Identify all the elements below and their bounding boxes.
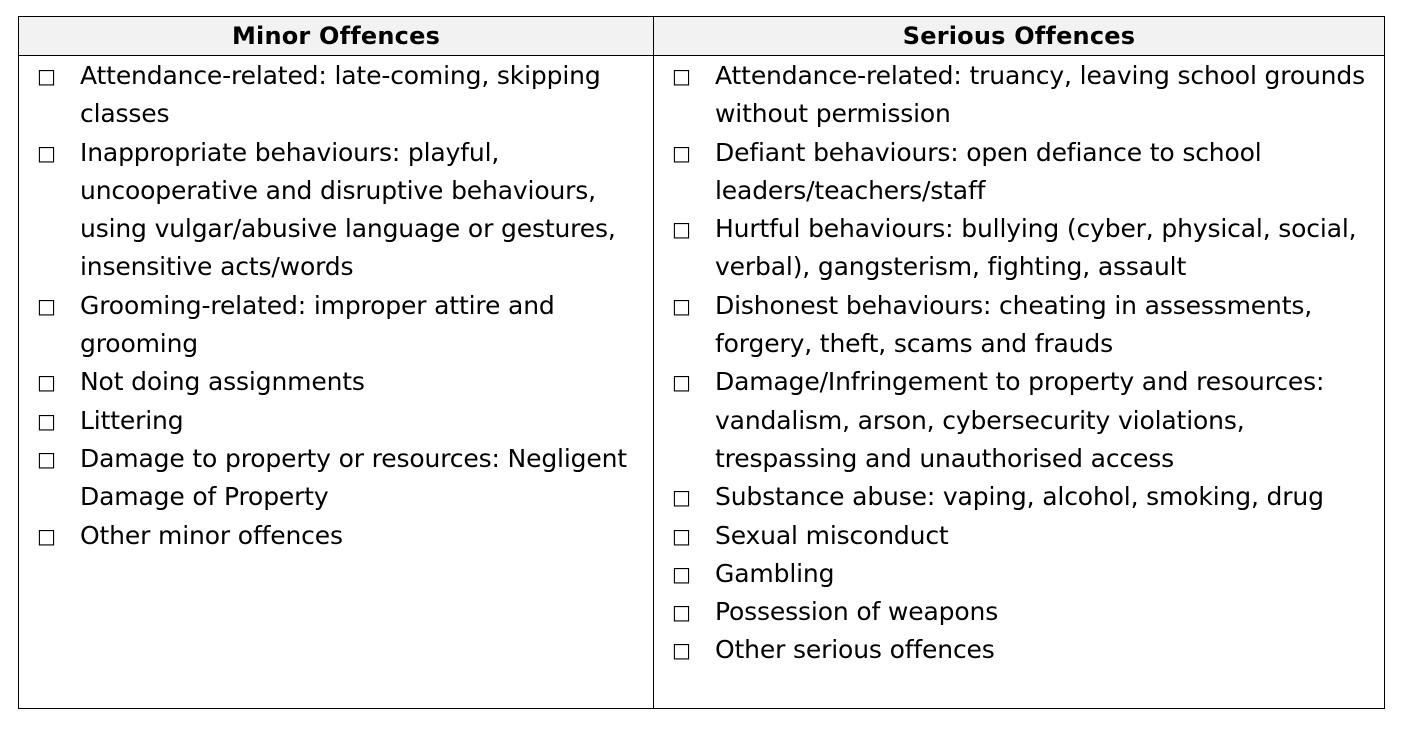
serious-item-text: Attendance-related: truancy, leaving school grounds without permission: [715, 61, 1365, 129]
list-item: [654, 478, 1384, 516]
checkbox[interactable]: □: [672, 523, 691, 548]
list-item: [19, 287, 653, 364]
serious-offences-cell: [654, 56, 1385, 709]
list-item: [19, 363, 653, 401]
checkbox[interactable]: □: [37, 408, 56, 433]
serious-item-text: Possession of weapons: [715, 597, 999, 627]
serious-item-text: Other serious offences: [715, 635, 995, 665]
checkbox[interactable]: □: [672, 217, 691, 242]
list-item: [654, 210, 1384, 287]
offences-table: [18, 16, 1385, 709]
list-item: [19, 402, 653, 440]
checkbox[interactable]: □: [37, 523, 56, 548]
list-item: [19, 57, 653, 134]
serious-offences-header: Serious Offences: [654, 17, 1385, 56]
body-row: [19, 56, 1385, 709]
list-item: [19, 440, 653, 517]
minor-item-text: Inappropriate behaviours: playful, uncooperative and disruptive behaviours, using vulgar/abusive language or gestures, insensitive acts/words: [80, 137, 616, 282]
serious-item-text: Defiant behaviours: open defiance to school leaders/teachers/staff: [715, 137, 1262, 205]
list-item: [19, 134, 653, 287]
minor-offences-header: Minor Offences: [19, 17, 654, 56]
checkbox[interactable]: □: [672, 561, 691, 586]
checkbox[interactable]: □: [672, 140, 691, 165]
checkbox[interactable]: □: [37, 140, 56, 165]
serious-item-text: Gambling: [715, 558, 835, 588]
minor-item-text: Littering: [80, 405, 184, 435]
minor-item-text: Grooming-related: improper attire and grooming: [80, 290, 555, 359]
list-item: [654, 134, 1384, 211]
minor-offences-list: [19, 56, 653, 555]
checkbox[interactable]: □: [672, 370, 691, 395]
checkbox[interactable]: □: [672, 638, 691, 663]
serious-item-text: Dishonest behaviours: cheating in assessments, forgery, theft, scams and frauds: [715, 290, 1313, 359]
list-item: [654, 517, 1384, 555]
serious-offences-list: [654, 56, 1384, 670]
checkbox[interactable]: □: [672, 600, 691, 625]
list-item: [654, 363, 1384, 478]
list-item: [654, 287, 1384, 364]
serious-item-text: Substance abuse: vaping, alcohol, smoking, drug: [715, 482, 1324, 512]
checkbox[interactable]: □: [37, 64, 56, 88]
checkbox[interactable]: □: [37, 370, 56, 395]
checkbox[interactable]: □: [672, 293, 691, 318]
list-item: [19, 517, 653, 555]
minor-item-text: Other minor offences: [80, 520, 343, 550]
minor-item-text: Attendance-related: late-coming, skipping classes: [80, 61, 601, 129]
list-item: [654, 57, 1384, 134]
serious-item-text: Damage/Infringement to property and resources: vandalism, arson, cybersecurity violations, trespassing and unauthorised access: [715, 367, 1325, 473]
checkbox[interactable]: □: [672, 64, 691, 88]
checkbox[interactable]: □: [672, 485, 691, 510]
list-item: [654, 631, 1384, 669]
checkbox[interactable]: □: [37, 446, 56, 471]
list-item: [654, 555, 1384, 593]
serious-item-text: Hurtful behaviours: bullying (cyber, physical, social, verbal), gangsterism, fighting, assault: [715, 214, 1357, 282]
serious-item-text: Sexual misconduct: [715, 520, 949, 550]
minor-offences-cell: [19, 56, 654, 709]
checkbox[interactable]: □: [37, 293, 56, 318]
minor-item-text: Not doing assignments: [80, 367, 365, 397]
list-item: [654, 593, 1384, 631]
header-row: [19, 17, 1385, 56]
minor-item-text: Damage to property or resources: Negligent Damage of Property: [80, 443, 627, 512]
